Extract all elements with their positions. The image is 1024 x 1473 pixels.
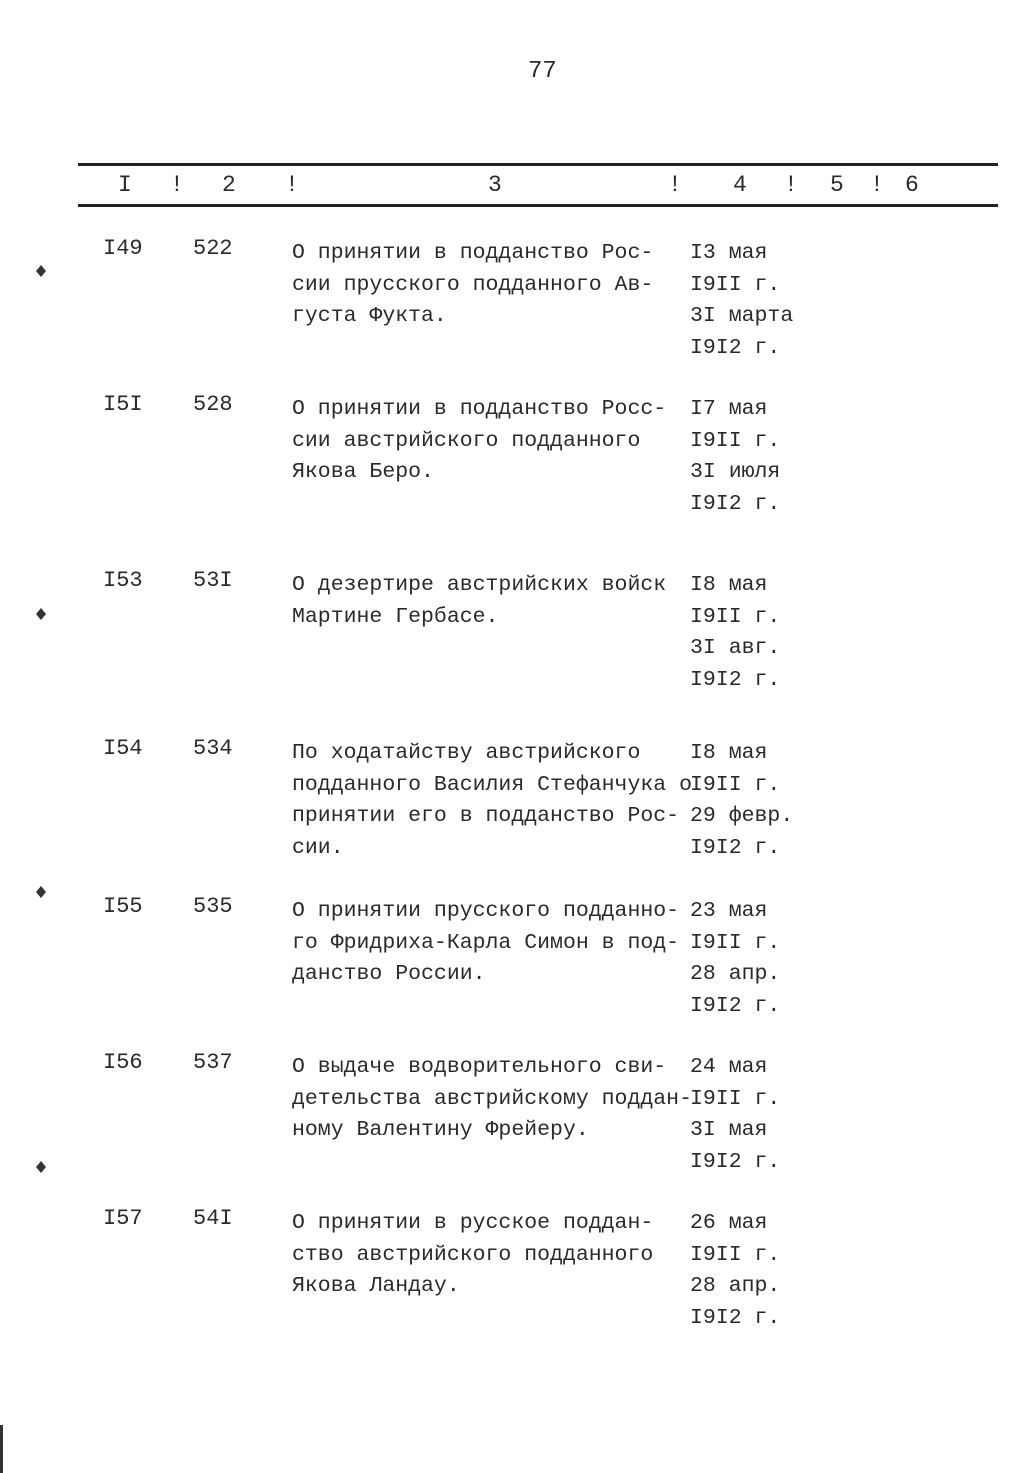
entry-dates: 24 мая I9II г. 3I мая I9I2 г. bbox=[690, 1055, 781, 1174]
binding-hole-mark bbox=[34, 885, 48, 899]
column-header-3: 3 bbox=[488, 172, 502, 198]
column-header-4: 4 bbox=[733, 172, 747, 198]
column-header-2: 2 bbox=[222, 172, 236, 198]
entry-number: I53 bbox=[103, 568, 143, 593]
document-number: 534 bbox=[193, 736, 233, 761]
scan-edge-mark bbox=[0, 1425, 3, 1473]
entry-number: I56 bbox=[103, 1050, 143, 1075]
column-separator: ! bbox=[668, 172, 682, 198]
entry-title: По ходатайству австрийского подданного Василия Стефанчука о принятии его в подданство Рос- сии. bbox=[292, 741, 692, 860]
entry-dates: 26 мая I9II г. 28 апр. I9I2 г. bbox=[690, 1211, 781, 1330]
column-header-6: 6 bbox=[905, 172, 919, 198]
table-row bbox=[0, 568, 1024, 708]
entry-dates: I3 мая I9II г. 3I марта I9I2 г. bbox=[690, 241, 794, 360]
table-row bbox=[0, 1206, 1024, 1346]
entry-number: I5I bbox=[103, 392, 143, 417]
binding-hole-mark bbox=[34, 607, 48, 621]
entry-title: О дезертире австрийских войск Мартине Гербасе. bbox=[292, 573, 667, 629]
entry-number: I54 bbox=[103, 736, 143, 761]
table-row bbox=[0, 736, 1024, 876]
entry-number: I57 bbox=[103, 1206, 143, 1231]
table-top-rule bbox=[78, 163, 998, 166]
entry-dates: 23 мая I9II г. 28 апр. I9I2 г. bbox=[690, 899, 781, 1018]
table-row bbox=[0, 392, 1024, 532]
table-row bbox=[0, 894, 1024, 1034]
column-separator: ! bbox=[784, 172, 798, 198]
column-separator: ! bbox=[170, 172, 184, 198]
entry-number: I49 bbox=[103, 236, 143, 261]
entry-title: О выдаче водворительного сви- детельства австрийскому поддан- ному Валентину Фрейеру. bbox=[292, 1055, 692, 1142]
entry-title: О принятии в русское поддан- ство австрийского подданного Якова Ландау. bbox=[292, 1211, 654, 1298]
table-row bbox=[0, 1050, 1024, 1190]
column-separator: ! bbox=[870, 172, 884, 198]
document-number: 53I bbox=[193, 568, 233, 593]
table-header-rule bbox=[78, 204, 998, 207]
page-number: 77 bbox=[528, 58, 557, 85]
document-number: 528 bbox=[193, 392, 233, 417]
document-number: 54I bbox=[193, 1206, 233, 1231]
column-header-1: I bbox=[118, 172, 132, 198]
column-header-5: 5 bbox=[830, 172, 844, 198]
document-number: 522 bbox=[193, 236, 233, 261]
column-separator: ! bbox=[285, 172, 299, 198]
entry-title: О принятии в подданство Рос- сии прусского подданного Ав- густа Фукта. bbox=[292, 241, 654, 328]
entry-dates: I8 мая I9II г. 29 февр. I9I2 г. bbox=[690, 741, 794, 860]
document-number: 535 bbox=[193, 894, 233, 919]
binding-hole-mark bbox=[34, 264, 48, 278]
document-number: 537 bbox=[193, 1050, 233, 1075]
table-row bbox=[0, 236, 1024, 376]
entry-dates: I7 мая I9II г. 3I июля I9I2 г. bbox=[690, 397, 781, 516]
entry-title: О принятии в подданство Росс- сии австрийского подданного Якова Беро. bbox=[292, 397, 667, 484]
binding-hole-mark bbox=[34, 1160, 48, 1174]
entry-dates: I8 мая I9II г. 3I авг. I9I2 г. bbox=[690, 573, 781, 692]
entry-title: О принятии прусского подданно- го Фридриха-Карла Симон в под- данство России. bbox=[292, 899, 680, 986]
entry-number: I55 bbox=[103, 894, 143, 919]
